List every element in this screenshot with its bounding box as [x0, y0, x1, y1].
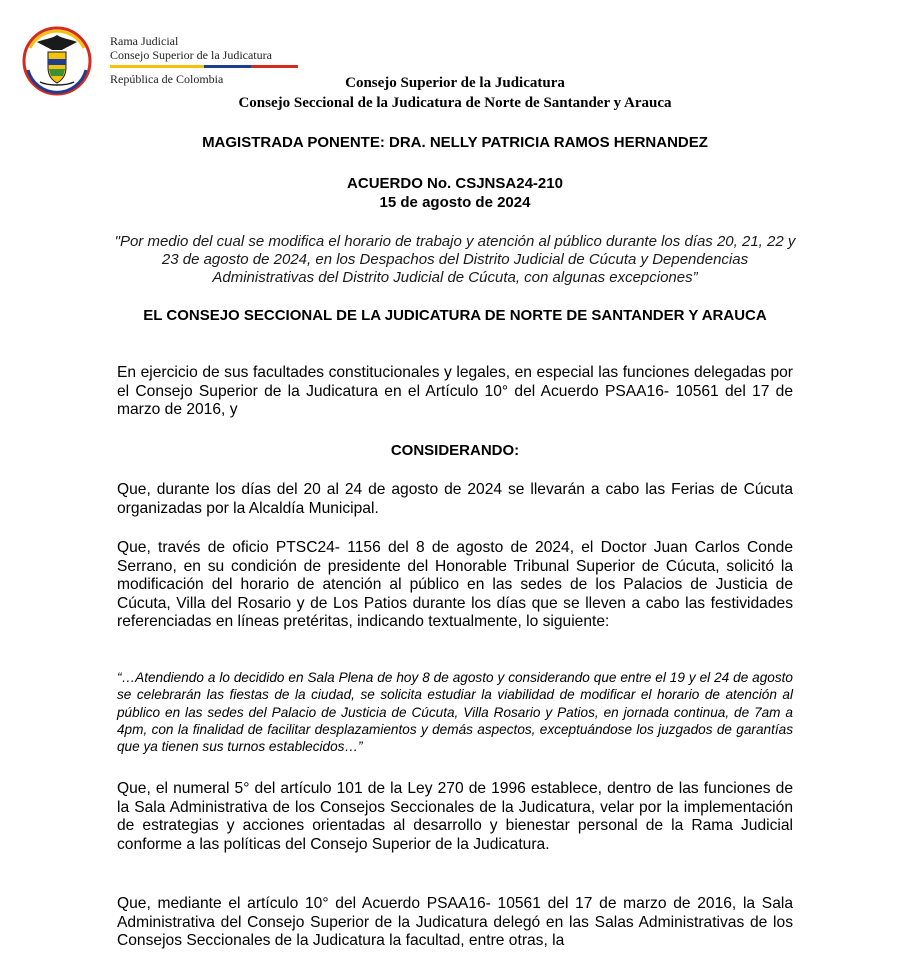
document-header: [0, 73, 900, 113]
letterhead-line-1: Rama Judicial: [110, 34, 179, 48]
flag-red: [251, 65, 298, 68]
header-title-2: Consejo Seccional de la Judicatura de Norte de Santander y Arauca: [238, 95, 672, 111]
letterhead-line-2: Consejo Superior de la Judicatura: [110, 48, 272, 62]
flag-yellow: [110, 65, 204, 68]
council-heading: EL CONSEJO SECCIONAL DE LA JUDICATURA DE NORTE DE SANTANDER Y ARAUCA: [143, 307, 767, 324]
agreement-number: ACUERDO No. CSJNSA24-210: [347, 175, 563, 192]
paragraph-ley-270: Que, el numeral 5° del artículo 101 de la Ley 270 de 1996 establece, dentro de las funciones de la Sala Administrativa de los Consejos Seccionales de la Judicatura, velar por la implementación de estrategias y acciones orientadas al desarrollo y bienestar personal de la Rama Judicial conforme a las políticas del Consejo Superior de la Judicatura.: [117, 780, 793, 853]
paragraph-acuerdo-10561: Que, mediante el artículo 10° del Acuerdo PSAA16- 10561 del 17 de marzo de 2016, la Sala Administrativa del Consejo Superior de la Judicatura delegó en las Salas Administrativas de los Consejos Seccionales de la Judicatura la facultad, entre otras, la: [117, 895, 793, 949]
quoted-request: “…Atendiendo a lo decidido en Sala Plena de hoy 8 de agosto y considerando que entre el 19 y el 24 de agosto se celebrarán las fiestas de la ciudad, se solicita estudiar la viabilidad de modificar el horario de atención al público en las sedes del Palacio de Justicia de Cúcuta, Villa Rosario y Patios, en jornada continua, de 7am a 4pm, con la finalidad de facilitar desplazamientos y demás aspectos, exceptuándose los juzgados de garantías que ya tienen sus turnos establecidos…”: [117, 670, 793, 755]
letterhead-line-3: República de Colombia: [110, 72, 224, 86]
magistrate-line: MAGISTRADA PONENTE: DRA. NELLY PATRICIA RAMOS HERNANDEZ: [202, 134, 708, 151]
header-title-1: Consejo Superior de la Judicatura: [345, 75, 565, 91]
agreement-subject: "Por medio del cual se modifica el horario de trabajo y atención al público durante los días 20, 21, 22 y 23 de agosto de 2024, en los Despachos del Distrito Judicial de Cúcuta y Dependencias Administrativas del Distrito Judicial de Cúcuta, con algunas excepciones”: [114, 233, 796, 286]
flag-stripe: [110, 65, 298, 68]
considerando-heading: CONSIDERANDO:: [390, 442, 520, 459]
paragraph-ferias: Que, durante los días del 20 al 24 de agosto de 2024 se llevarán a cabo las Ferias de Cúcuta organizadas por la Alcaldía Municipal.: [117, 481, 793, 517]
intro-paragraph: En ejercicio de sus facultades constitucionales y legales, en especial las funciones delegadas por el Consejo Superior de la Judicatura en el Artículo 10° del Acuerdo PSAA16- 10561 del 17 de marzo de 2016, y: [117, 364, 793, 418]
flag-blue: [204, 65, 251, 68]
agreement-date: 15 de agosto de 2024: [379, 194, 531, 211]
paragraph-oficio: Que, través de oficio PTSC24- 1156 del 8 de agosto de 2024, el Doctor Juan Carlos Conde Serrano, en su condición de presidente del Honorable Tribunal Superior de Cúcuta, solicitó la modificación del horario de atención al público en las sedes de los Palacios de Justicia de Cúcuta, Villa del Rosario y de Los Patios durante los días que se lleven a cabo las festividades referenciadas en líneas pretéritas, indicando textualmente, lo siguiente:: [117, 539, 793, 630]
